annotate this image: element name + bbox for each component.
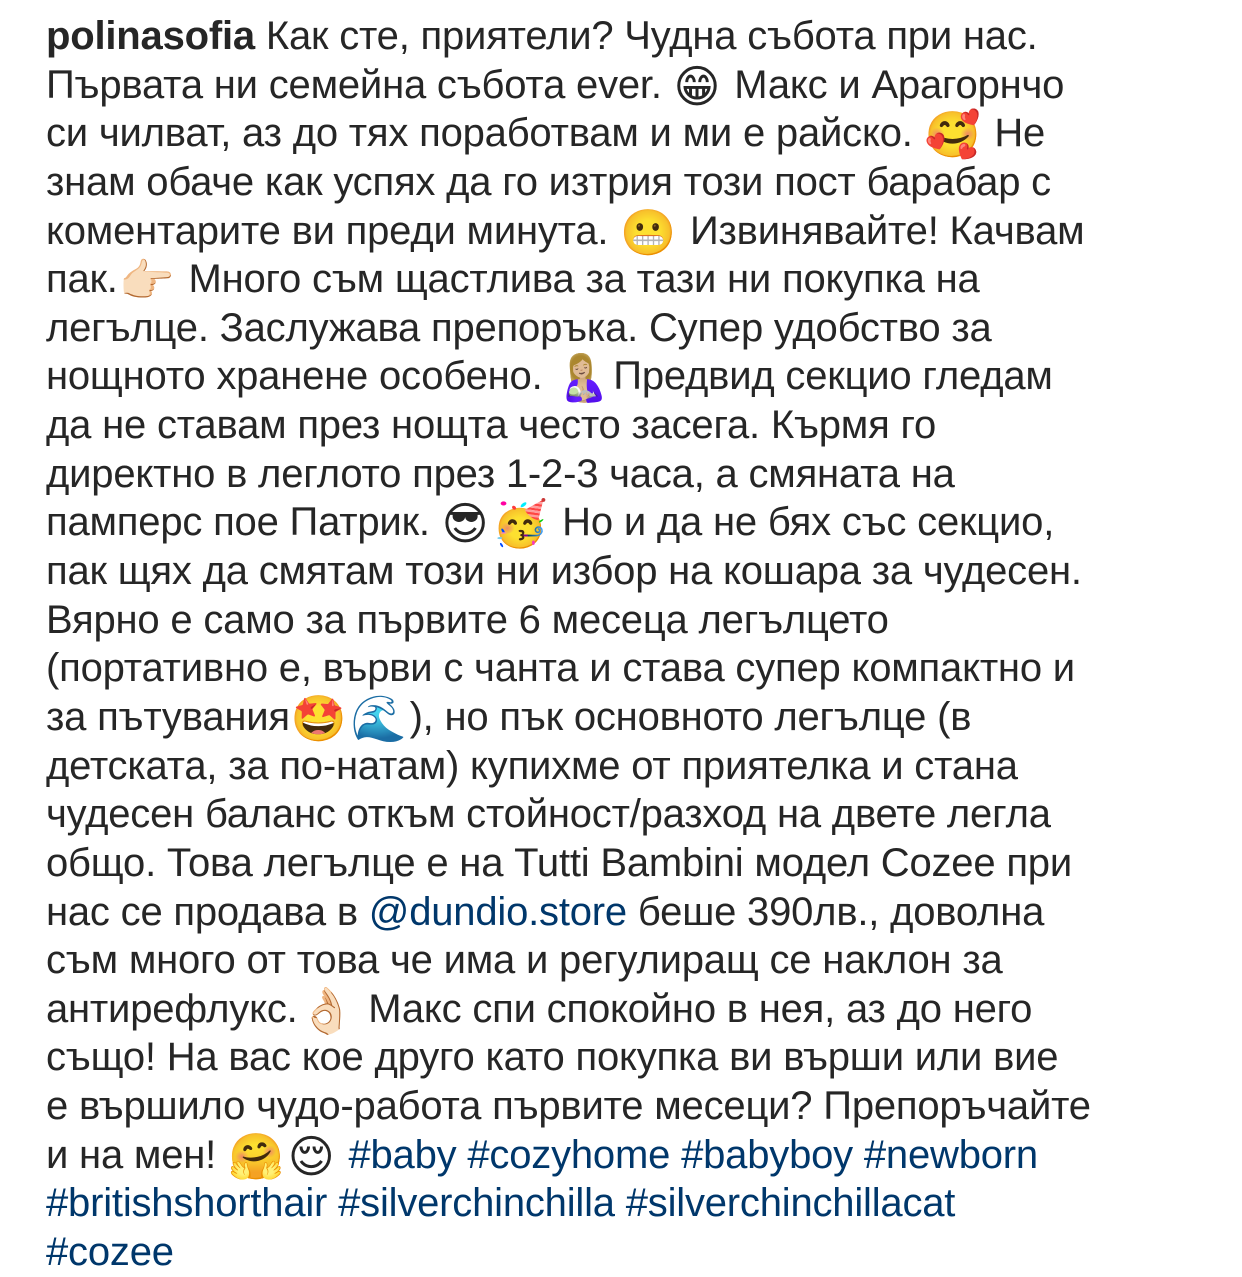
water-wave-emoji: 🌊 [350, 692, 407, 744]
caption-line [46, 1131, 1206, 1180]
caption-text: е вършило чудо-работа първите месеци? Препоръчайте [46, 1084, 1091, 1129]
caption-line [46, 12, 1206, 61]
caption-text: Извинявайте! Качвам [679, 208, 1085, 253]
caption-line [46, 61, 1206, 110]
caption-text: беше 390лв., доволна [626, 889, 1045, 934]
star-struck-emoji: 🤩 [290, 692, 347, 744]
hashtag-link[interactable]: #britishshorthair [46, 1181, 328, 1226]
username-link[interactable]: polinasofia [46, 14, 255, 58]
hashtag-link[interactable]: #silverchinchilla [338, 1181, 615, 1226]
caption-text: Но и да не бях със секцио, [551, 500, 1055, 545]
caption-text: Макс спи спокойно в нея, аз до него [357, 986, 1033, 1031]
caption-text: пак. [46, 257, 118, 302]
caption-line [46, 1082, 1206, 1131]
caption-text: Първата ни семейна събота ever. [46, 62, 673, 107]
caption-text [327, 1181, 338, 1225]
caption-text: ), но пък основното легълце (в [409, 694, 972, 739]
caption-text: Много съм щастлива за тази ни покупка на [177, 257, 980, 302]
caption-text: легълце. Заслужава препоръка. Супер удобство за [46, 305, 992, 350]
caption-text: Вярно е само за първите 6 месеца легълцето [46, 597, 889, 642]
caption-text: също! На вас кое друго като покупка ви върши или вие [46, 1035, 1059, 1080]
hashtag-link[interactable]: #silverchinchillacat [625, 1181, 956, 1226]
caption-line [46, 839, 1206, 888]
caption-text: да не ставам през нощта често засега. Кърмя го [46, 403, 937, 448]
caption-text: Макс и Арагорнчо [723, 62, 1065, 107]
hashtag-link[interactable]: #cozee [46, 1230, 174, 1275]
caption-line [46, 207, 1206, 256]
caption-text [456, 1133, 467, 1177]
caption-line [46, 1228, 1206, 1277]
sunglasses-face-emoji: 😎 [441, 498, 489, 550]
caption-text [615, 1181, 626, 1225]
caption-text [853, 1133, 864, 1177]
caption-line [46, 547, 1206, 596]
caption-text: детската, за по-натам) купихме от приятелка и стана [46, 743, 1018, 788]
caption-line [46, 888, 1206, 937]
caption-line [46, 1033, 1206, 1082]
caption-text [670, 1133, 681, 1177]
caption-line [46, 985, 1206, 1034]
caption-line [46, 1179, 1206, 1228]
caption-line [46, 109, 1206, 161]
caption-line [46, 450, 1206, 499]
caption-text: общо. Това легълце е на Tutti Bambini модел Cozee при [46, 840, 1072, 885]
caption-text: си чилват, аз до тях поработвам и ми е райско. [46, 111, 924, 156]
caption-line [46, 401, 1206, 450]
caption-text: знам обаче как успях да го изтрия този пост барабар с [46, 159, 1051, 204]
caption-text: памперс пое Патрик. [46, 500, 441, 545]
caption-text: коментарите ви преди минута. [46, 208, 620, 253]
caption-text [338, 1133, 349, 1177]
hugging-face-emoji: 🤗 [227, 1130, 284, 1182]
caption-line [46, 693, 1206, 742]
caption-text: Не [983, 111, 1046, 156]
caption-line [46, 158, 1206, 207]
caption-line [46, 304, 1206, 353]
hashtag-link[interactable]: #babyboy [681, 1132, 853, 1177]
hashtag-link[interactable]: #cozyhome [467, 1132, 671, 1177]
caption-line [46, 596, 1206, 645]
caption-text: и на мен! [46, 1132, 227, 1177]
breast-feeding-emoji: 🤱🏼 [554, 352, 611, 404]
caption-line [46, 498, 1206, 550]
caption-line [46, 742, 1206, 791]
ok-hand-emoji: 👌🏻 [298, 984, 355, 1036]
pointing-right-emoji: 👉🏻 [118, 255, 175, 307]
hashtag-link[interactable]: #newborn [863, 1132, 1038, 1177]
caption-line [46, 790, 1206, 839]
caption-text: съм много от това че има и регулиращ се наклон за [46, 938, 1003, 983]
beaming-face-emoji: 😁 [673, 60, 721, 112]
caption-line [46, 936, 1206, 985]
caption-line [46, 644, 1206, 693]
caption-line [46, 352, 1206, 404]
caption-line [46, 255, 1206, 307]
caption-text: директно в леглото през 1-2-3 часа, а смяната на [46, 451, 955, 496]
caption-text: нощното хранене особено. [46, 354, 554, 399]
partying-face-emoji: 🥳 [492, 498, 549, 550]
caption-text: Предвид секцио гледам [613, 354, 1053, 399]
grimacing-face-emoji: 😬 [620, 206, 677, 258]
mention-link[interactable]: @dundio.store [368, 889, 627, 934]
smiling-face-with-hearts-emoji: 🥰 [924, 109, 981, 161]
relieved-face-emoji: 😌 [287, 1130, 335, 1182]
caption-text: за пътувания [46, 694, 290, 739]
caption-text: нас се продава в [46, 889, 369, 934]
caption-text: антирефлукс. [46, 986, 298, 1031]
hashtag-link[interactable]: #baby [348, 1132, 457, 1177]
caption-text: чудесен баланс откъм стойност/разход на двете легла [46, 792, 1051, 837]
caption-text: Как сте, приятели? Чудна събота при нас. [254, 14, 1038, 58]
caption-text: (портативно е, върви с чанта и става супер компактно и [46, 646, 1075, 691]
caption-text: пак щях да смятам този ни избор на кошара за чудесен. [46, 549, 1082, 594]
